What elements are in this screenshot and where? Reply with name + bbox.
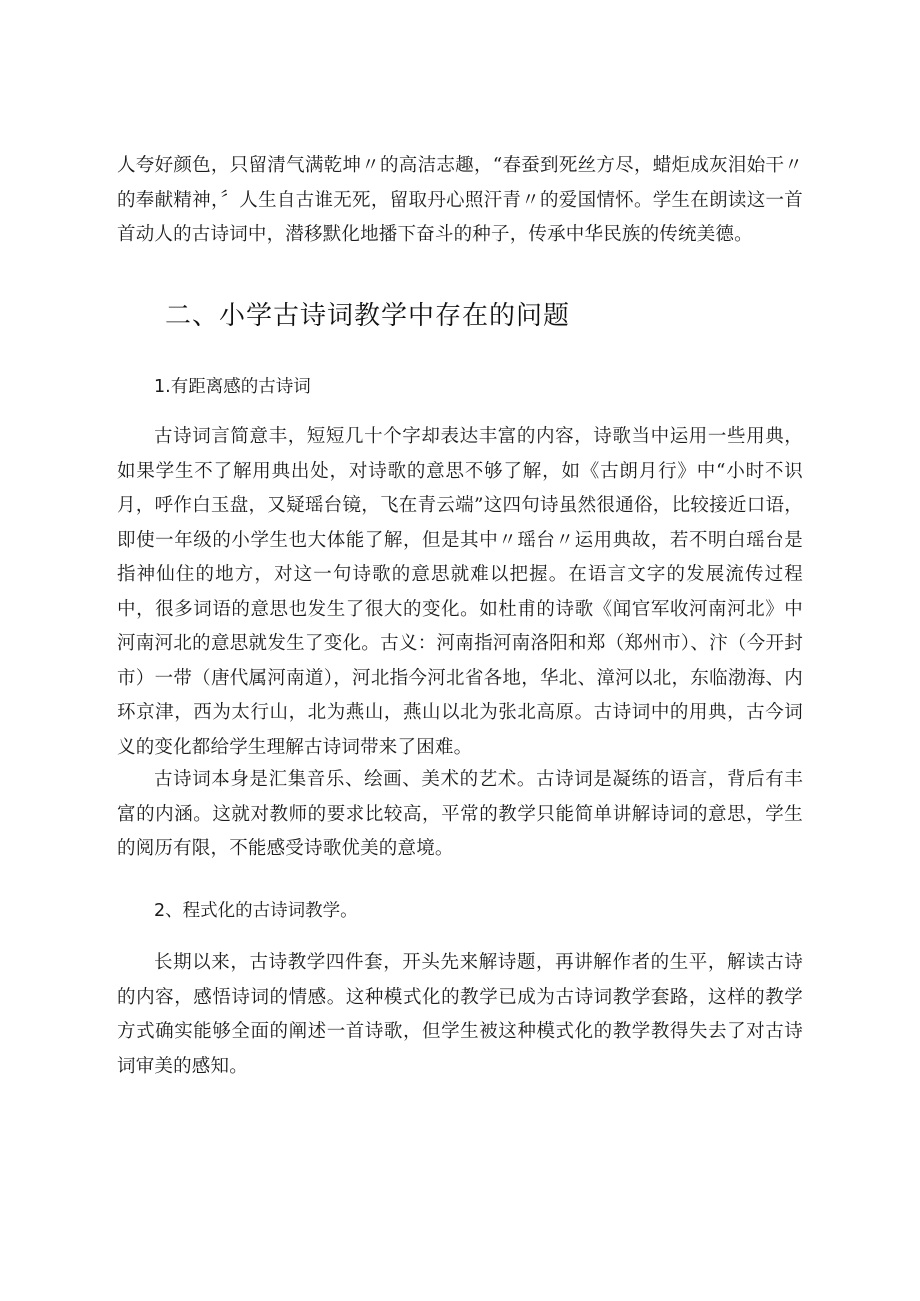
paragraph-3: 长期以来，古诗教学四件套，开头先来解诗题，再讲解作者的生平，解读古诗的内容，感悟诗词的情感。这种模式化的教学已成为古诗词教学套路，这样的教学方式确实能够全面的阐述一首诗歌，但学生被这种模式化的教学教得失去了对古诗词审美的感知。 [117, 952, 803, 1077]
paragraph-2: 古诗词本身是汇集音乐、绘画、美术的艺术。古诗词是凝练的语言，背后有丰富的内涵。这就对教师的要求比较高，平常的教学只能简单讲解诗词的意思，学生的阅历有限，不能感受诗歌优美的意境。 [117, 769, 803, 859]
paragraph-1: 古诗词言简意丰，短短几十个字却表达丰富的内容，诗歌当中运用一些用典，如果学生不了解用典出处，对诗歌的意思不够了解，如《古朗月行》中“小时不识月，呼作白玉盘，又疑瑶台镜，飞在青云端”这四句诗虽然很通俗，比较接近口语，即使一年级的小学生也大体能了解，但是其中〃瑶台〃运用典故，若不明白瑶台是指神仙住的地方，对这一句诗歌的意思就难以把握。在语言文字的发展流传过程中，很多词语的意思也发生了很大的变化。如杜甫的诗歌《闻官军收河南河北》中河南河北的意思就发生了变化。古义：河南指河南洛阳和郑（郑州市）、汴（今开封市）一带（唐代属河南道），河北指今河北省各地，华北、漳河以北，东临渤海、内环京津，西为太行山，北为燕山，燕山以北为张北高原。古诗词中的用典，古今词义的变化都给学生理解古诗词带来了困难。 [117, 426, 803, 758]
section-heading: 二、小学古诗词教学中存在的问题 [165, 301, 571, 331]
continued-paragraph: 人夸好颜色，只留清气满乾坤〃的高洁志趣，“春蚕到死丝方尽，蜡炬成灰泪始干〃的奉献精神，〞人生自古谁无死，留取丹心照汗青〃的爱国情怀。学生在朗读这一首首动人的古诗词中，潜移默化地播下奋斗的种子，传承中华民族的传统美德。 [117, 155, 803, 245]
subsection-2-title: 2、程式化的古诗词教学。 [154, 901, 358, 921]
subsection-1-title: 1.有距离感的古诗词 [154, 377, 311, 397]
